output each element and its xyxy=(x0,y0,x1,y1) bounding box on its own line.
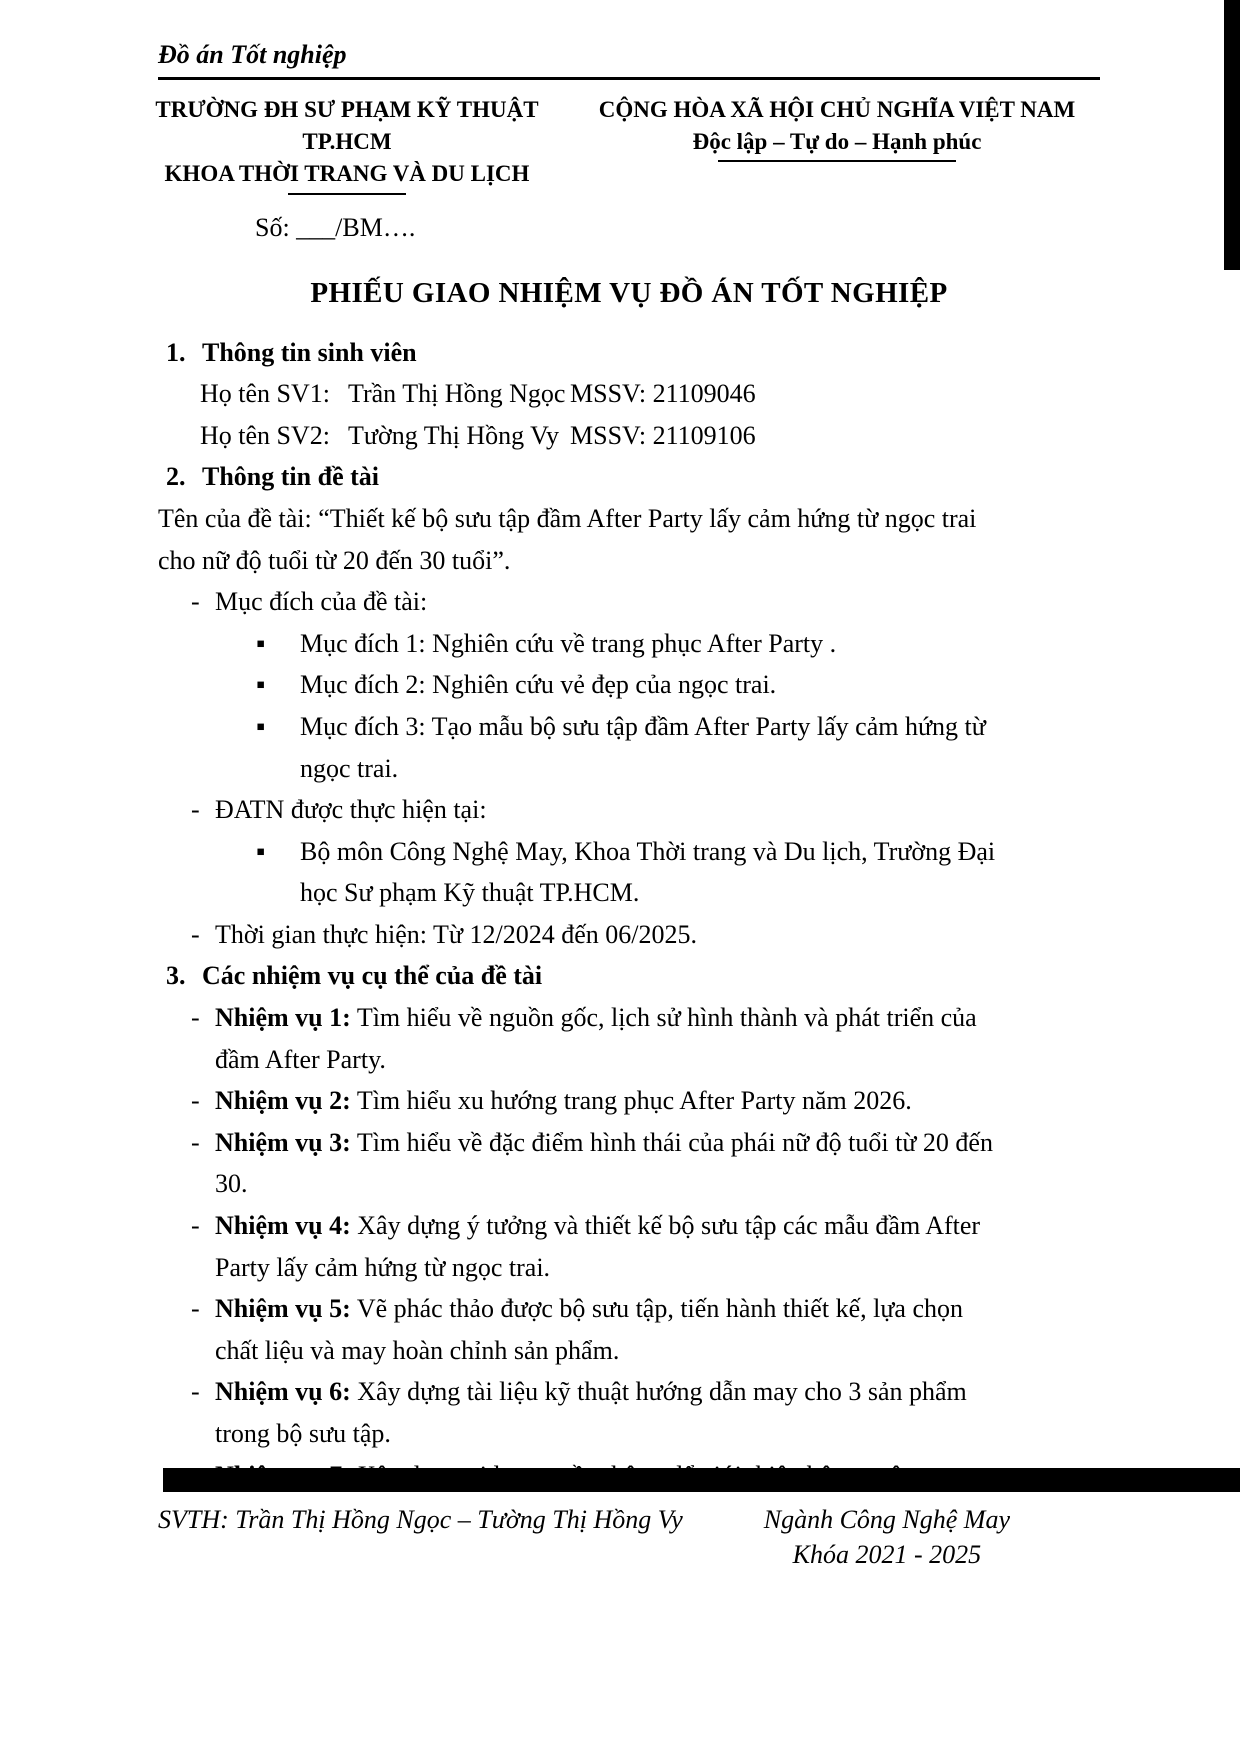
running-head-title: Đồ án Tốt nghiệp xyxy=(158,40,1100,80)
document-body xyxy=(158,332,1010,1497)
task-label: Nhiệm vụ 4: xyxy=(215,1211,351,1241)
footer-separator-scan-bar xyxy=(163,1468,1240,1492)
task-label: Nhiệm vụ 1: xyxy=(215,1003,351,1033)
dash-marker-icon: - xyxy=(191,1086,200,1116)
student-row xyxy=(158,415,1010,457)
task-label: Nhiệm vụ 3: xyxy=(215,1127,351,1157)
dash-marker-icon: - xyxy=(191,1377,200,1407)
task-item xyxy=(158,1080,1010,1122)
purpose-item xyxy=(158,623,1010,665)
task-label: Nhiệm vụ 6: xyxy=(215,1377,351,1407)
section-1-heading-text: Thông tin sinh viên xyxy=(202,337,417,367)
task-label: Nhiệm vụ 2: xyxy=(215,1086,351,1116)
republic-title: CỘNG HÒA XÃ HỘI CHỦ NGHĨA VIỆT NAM xyxy=(598,97,1076,122)
faculty-name: KHOA THỜI TRANG VÀ DU LỊCH xyxy=(164,161,530,187)
section-1-number: 1. xyxy=(166,337,186,367)
location-label-item xyxy=(158,789,1010,831)
purpose-label-item xyxy=(158,581,1010,623)
duration-text: Thời gian thực hiện: Từ 12/2024 đến 06/2025. xyxy=(215,919,697,949)
task-text: Tìm hiểu xu hướng trang phục After Party năm 2026. xyxy=(356,1086,912,1116)
task-text: Tìm hiểu về đặc điểm hình thái của phái nữ độ tuổi từ 20 đến 30. xyxy=(215,1127,993,1199)
page-footer xyxy=(158,1502,1010,1572)
student-name: Trần Thị Hồng Ngọc xyxy=(348,379,566,409)
document-number: Số: ___/BM…. xyxy=(255,212,416,242)
dash-marker-icon: - xyxy=(191,919,200,949)
letterhead-republic-block xyxy=(581,94,1093,195)
dash-marker-icon: - xyxy=(191,587,200,617)
section-3-heading xyxy=(158,955,1010,997)
purpose-text: Mục đích 3: Tạo mẫu bộ sưu tập đầm After Party lấy cảm hứng từ ngọc trai. xyxy=(300,711,986,783)
section-2-number: 2. xyxy=(166,462,186,492)
student-row xyxy=(158,373,1010,415)
student-name: Tường Thị Hồng Vy xyxy=(348,420,560,450)
duration-item xyxy=(158,914,1010,956)
footer-major: Ngành Công Nghệ May xyxy=(763,1505,1010,1534)
task-item xyxy=(158,1288,1010,1371)
scan-artifact-top-right xyxy=(1224,0,1240,270)
faculty-underline-divider xyxy=(288,193,406,195)
section-1-heading xyxy=(158,332,1010,374)
square-bullet-icon: ▪ xyxy=(256,670,266,700)
student-label: Họ tên SV2: xyxy=(200,420,330,450)
letterhead xyxy=(113,94,1093,195)
task-label: Nhiệm vụ 5: xyxy=(215,1294,351,1324)
section-3-heading-text: Các nhiệm vụ cụ thể của đề tài xyxy=(202,961,543,991)
student-mssv: MSSV: 21109046 xyxy=(570,379,756,409)
task-item xyxy=(158,1371,1010,1454)
square-bullet-icon: ▪ xyxy=(256,711,266,741)
location-label: ĐATN được thực hiện tại: xyxy=(215,795,487,825)
purpose-text: Mục đích 1: Nghiên cứu về trang phục After Party . xyxy=(300,628,837,658)
purpose-item xyxy=(158,664,1010,706)
footer-authors: SVTH: Trần Thị Hồng Ngọc – Tường Thị Hồng Vy xyxy=(158,1505,683,1534)
motto-underline-divider xyxy=(718,160,956,162)
task-item xyxy=(158,1205,1010,1288)
section-2-heading xyxy=(158,456,1010,498)
location-text: Bộ môn Công Nghệ May, Khoa Thời trang và Du lịch, Trường Đại học Sư phạm Kỹ thuật TP.HCM. xyxy=(300,836,996,908)
task-text: Tìm hiểu về nguồn gốc, lịch sử hình thành và phát triển của đầm After Party. xyxy=(215,1003,977,1074)
section-3-number: 3. xyxy=(166,961,186,991)
university-name: TRƯỜNG ĐH SƯ PHẠM KỸ THUẬT TP.HCM xyxy=(155,97,539,155)
dash-marker-icon: - xyxy=(191,1003,200,1033)
student-mssv: MSSV: 21109106 xyxy=(570,420,756,450)
section-2-heading-text: Thông tin đề tài xyxy=(202,462,379,492)
republic-motto: Độc lập – Tự do – Hạnh phúc xyxy=(692,129,982,155)
purpose-item xyxy=(158,706,1010,789)
student-label: Họ tên SV1: xyxy=(200,379,330,409)
location-item xyxy=(158,831,1010,914)
task-item xyxy=(158,1122,1010,1205)
task-text: Xây dựng ý tưởng và thiết kế bộ sưu tập các mẫu đầm After Party lấy cảm hứng từ ngọc trai. xyxy=(215,1211,981,1282)
dash-marker-icon: - xyxy=(191,1211,200,1241)
task-text: Vẽ phác thảo được bộ sưu tập, tiến hành thiết kế, lựa chọn chất liệu và may hoàn chỉnh sản phẩm. xyxy=(215,1294,964,1365)
topic-intro: Tên của đề tài: “Thiết kế bộ sưu tập đầm After Party lấy cảm hứng từ ngọc trai cho nữ độ tuổi từ 20 đến 30 tuổi”. xyxy=(158,503,977,575)
dash-marker-icon: - xyxy=(191,795,200,825)
square-bullet-icon: ▪ xyxy=(256,836,266,866)
dash-marker-icon: - xyxy=(191,1294,200,1324)
square-bullet-icon: ▪ xyxy=(256,628,266,658)
dash-marker-icon: - xyxy=(191,1127,200,1157)
document-title: PHIẾU GIAO NHIỆM VỤ ĐỒ ÁN TỐT NGHIỆP xyxy=(310,276,948,309)
footer-cohort: Khóa 2021 - 2025 xyxy=(792,1540,982,1570)
footer-program-block xyxy=(764,1502,1010,1572)
letterhead-school-block xyxy=(113,94,581,195)
purpose-text: Mục đích 2: Nghiên cứu vẻ đẹp của ngọc trai. xyxy=(300,670,777,700)
task-item xyxy=(158,997,1010,1080)
task-text: Xây dựng tài liệu kỹ thuật hướng dẫn may cho 3 sản phẩm trong bộ sưu tập. xyxy=(215,1377,967,1448)
purpose-label: Mục đích của đề tài: xyxy=(215,587,428,617)
